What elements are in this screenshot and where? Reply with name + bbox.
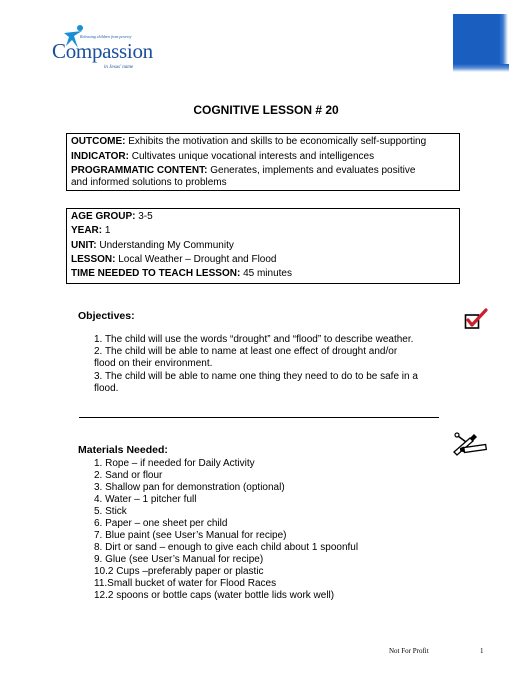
footer-text: Not For Profit <box>389 647 429 655</box>
objective-line: flood. <box>94 383 119 394</box>
unit-line <box>71 239 455 252</box>
material-item: 1. Rope – if needed for Daily Activity <box>94 458 255 469</box>
year-value: 1 <box>104 225 111 236</box>
lesson-info-box <box>66 208 460 284</box>
material-item: 4. Water – 1 pitcher full <box>94 494 197 505</box>
material-item: 6. Paper – one sheet per child <box>94 518 228 529</box>
material-item: 11.Small bucket of water for Flood Races <box>94 578 277 589</box>
logo-tagline: Releasing children from poverty <box>80 34 132 39</box>
outcome-box <box>66 133 460 191</box>
brand-color-block <box>453 14 509 72</box>
age-group-label: AGE GROUP: <box>71 211 136 222</box>
objectives-heading: Objectives: <box>78 310 135 322</box>
material-item: 5. Stick <box>94 506 127 517</box>
unit-value: Understanding My Community <box>99 240 234 251</box>
age-group-line <box>71 210 455 223</box>
year-label: YEAR: <box>71 225 103 236</box>
lesson-label: LESSON: <box>71 254 116 265</box>
programmatic-label: PROGRAMMATIC CONTENT: <box>71 165 208 176</box>
time-label: TIME NEEDED TO TEACH LESSON: <box>71 268 241 279</box>
lesson-line <box>71 253 455 266</box>
materials-heading: Materials Needed: <box>78 444 168 456</box>
outcome-label: OUTCOME: <box>71 136 126 147</box>
checkbox-icon <box>464 308 488 330</box>
time-line <box>71 267 455 280</box>
material-item: 10.2 Cups –preferably paper or plastic <box>94 566 264 577</box>
page-title: COGNITIVE LESSON # 20 <box>193 103 339 117</box>
lesson-value: Local Weather – Drought and Flood <box>118 254 277 265</box>
material-item: 12.2 spoons or bottle caps (water bottle lids work well) <box>94 590 335 601</box>
material-item: 3. Shallow pan for demonstration (optional) <box>94 482 285 493</box>
section-divider <box>79 417 439 418</box>
objective-line: 1. The child will use the words “drought” and “flood” to describe weather. <box>94 334 414 345</box>
indicator-text: Cultivates unique vocational interests and intelligences <box>131 151 375 162</box>
indicator-line <box>71 150 455 163</box>
unit-label: UNIT: <box>71 240 97 251</box>
page-number: 1 <box>480 647 484 655</box>
outcome-line <box>71 135 455 148</box>
material-item: 8. Dirt or sand – enough to give each child about 1 spoonful <box>94 542 359 553</box>
indicator-label: INDICATOR: <box>71 151 129 162</box>
age-group-value: 3-5 <box>138 211 153 222</box>
programmatic-line-2: and informed solutions to problems <box>71 177 227 188</box>
programmatic-text: Generates, implements and evaluates positive <box>210 165 416 176</box>
compassion-logo <box>52 24 172 70</box>
material-item: 9. Glue (see User’s Manual for recipe) <box>94 554 264 565</box>
objective-line: 2. The child will be able to name at least one effect of drought and/or <box>94 346 398 357</box>
outcome-text: Exhibits the motivation and skills to be economically self-supporting <box>128 136 427 147</box>
objective-line: flood on their environment. <box>94 358 213 369</box>
time-value: 45 minutes <box>243 268 292 279</box>
material-item: 2. Sand or flour <box>94 470 163 481</box>
year-line <box>71 224 455 237</box>
logo-subtitle: in Jesus' name <box>104 65 134 70</box>
objective-line: 3. The child will be able to name one thing they need to do to be safe in a <box>94 371 418 382</box>
art-supplies-icon <box>452 432 488 456</box>
material-item: 7. Blue paint (see User’s Manual for recipe) <box>94 530 287 541</box>
logo-name: Compassion <box>52 39 153 63</box>
